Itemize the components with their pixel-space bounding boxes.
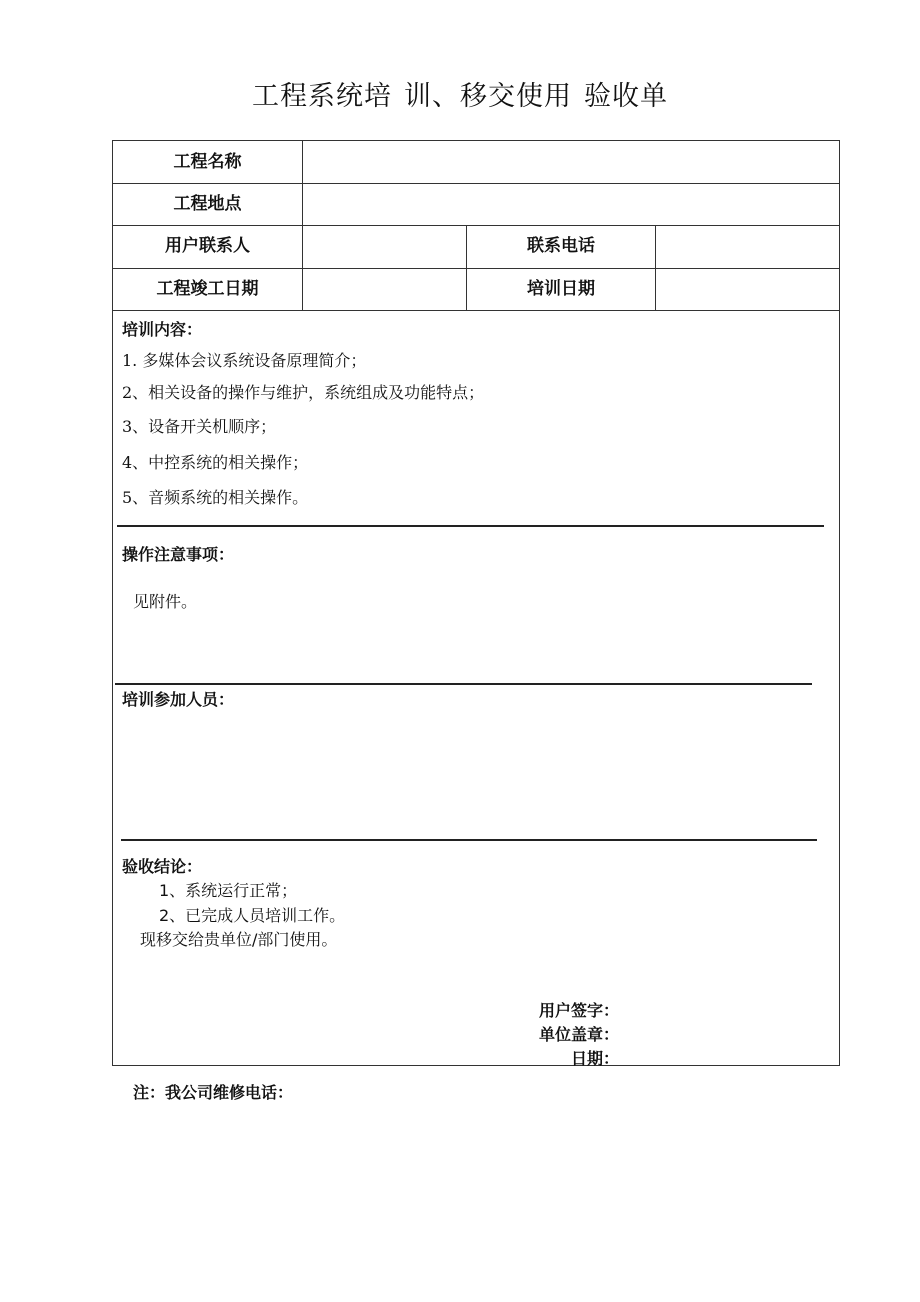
- acceptance-item: 2、已完成人员培训工作。: [159, 906, 346, 925]
- training-date-field[interactable]: [656, 268, 840, 310]
- user-contact-label: 用户联系人: [165, 236, 250, 256]
- user-contact-field[interactable]: [303, 225, 466, 267]
- training-item: 4、中控系统的相关操作；: [122, 453, 309, 472]
- acceptance-heading: 验收结论：: [122, 857, 203, 876]
- row-divider: [113, 310, 840, 311]
- title-part-3: 验收单: [584, 81, 668, 112]
- maintenance-phone-note: 注：我公司维修电话：: [133, 1083, 294, 1102]
- completion-date-label: 工程竣工日期: [156, 279, 259, 299]
- participants-heading: 培训参加人员：: [122, 690, 235, 709]
- section-divider: [121, 839, 817, 841]
- title-part-2: 训、移交使用: [404, 81, 572, 112]
- user-signature-label: 用户签字：: [538, 1001, 619, 1020]
- operation-notes-heading: 操作注意事项：: [122, 545, 235, 564]
- training-item: 1. 多媒体会议系统设备原理简介；: [122, 351, 367, 370]
- unit-seal-label: 单位盖章：: [538, 1025, 619, 1044]
- acceptance-form: [112, 140, 840, 1066]
- document-title: [0, 74, 920, 113]
- title-part-1: 工程系统培: [252, 81, 392, 112]
- training-content-heading: 培训内容：: [122, 320, 203, 339]
- project-name-label: 工程名称: [173, 152, 242, 172]
- training-item: 3、设备开关机顺序；: [122, 417, 277, 436]
- training-date-label: 培训日期: [527, 279, 595, 299]
- section-divider: [115, 683, 812, 685]
- project-location-label: 工程地点: [173, 194, 242, 214]
- completion-date-field[interactable]: [303, 268, 466, 310]
- project-name-field[interactable]: [303, 141, 840, 183]
- operation-notes-body: 见附件。: [133, 592, 198, 611]
- project-location-field[interactable]: [303, 183, 840, 225]
- phone-field[interactable]: [656, 225, 840, 267]
- handover-statement: 现移交给贵单位/部门使用。: [140, 930, 338, 949]
- training-item: 2、相关设备的操作与维护，系统组成及功能特点；: [122, 383, 485, 402]
- acceptance-item: 1、系统运行正常；: [159, 881, 298, 900]
- training-item: 5、音频系统的相关操作。: [122, 488, 309, 507]
- phone-label: 联系电话: [527, 236, 595, 256]
- section-divider: [117, 525, 824, 527]
- date-label: 日期：: [570, 1049, 619, 1068]
